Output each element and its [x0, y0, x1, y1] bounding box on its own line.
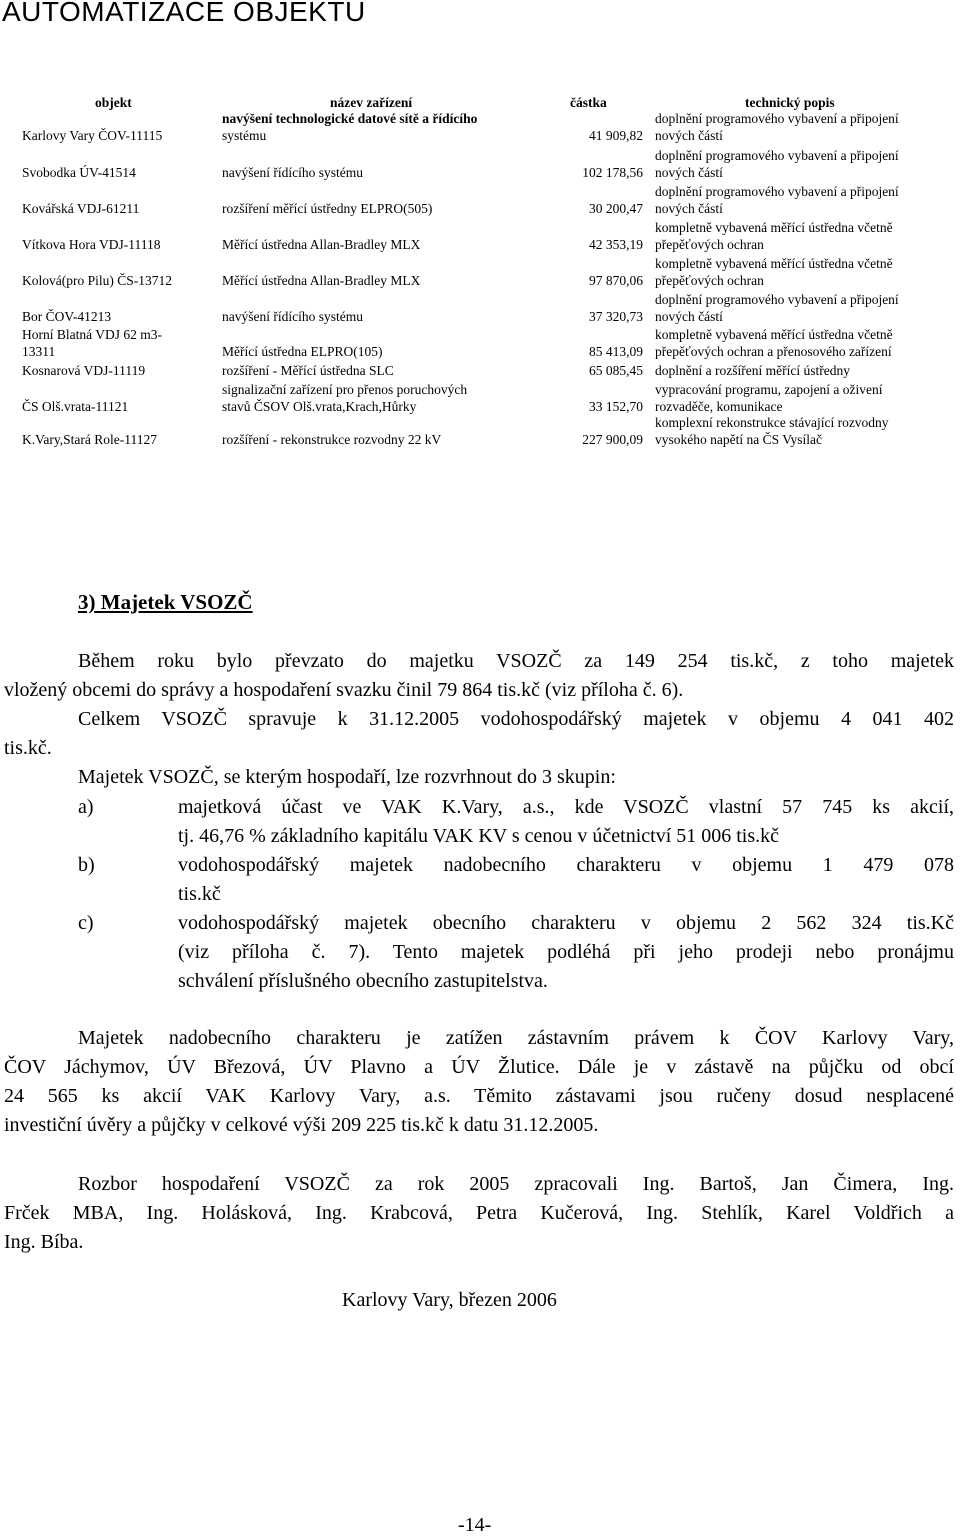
row-objekt: Kosnarová VDJ-11119	[22, 363, 146, 378]
row-popis: kompletně vybavená měřící ústředna včetně přepěťových ochran	[655, 220, 893, 252]
paragraph-line: Frček MBA, Ing. Holásková, Ing. Krabcová, Petra Kučerová, Ing. Stehlík, Karel Voldřich a	[4, 1202, 954, 1224]
list-item-line: tj. 46,76 % základního kapitálu VAK KV s cenou v účetnictví 51 006 tis.kč	[178, 825, 780, 847]
automation-table	[0, 0, 960, 470]
header-technicky-popis: technický popis	[745, 95, 835, 110]
paragraph-line: vložený obcemi do správy a hospodaření svazku činil 79 864 tis.kč (viz příloha č. 6).	[4, 679, 684, 701]
list-item-line: vodohospodářský majetek nadobecního charakteru v objemu 1 479 078	[178, 854, 954, 876]
signature-line: Karlovy Vary, březen 2006	[342, 1289, 557, 1311]
list-item-line: vodohospodářský majetek obecního charakteru v objemu 2 562 324 tis.Kč	[178, 912, 954, 934]
row-zarizeni: Měřící ústředna Allan-Bradley MLX	[222, 273, 421, 288]
row-popis: komplexní rekonstrukce stávající rozvodny vysokého napětí na ČS Vysílač	[655, 415, 889, 447]
row-popis: vypracování programu, zapojení a oživení rozvaděče, komunikace	[655, 382, 883, 414]
row-objekt: ČS Olš.vrata-11121	[22, 399, 129, 414]
row-popis: kompletně vybavená měřící ústředna včetně přepěťových ochran	[655, 256, 893, 288]
header-objekt: objekt	[95, 95, 132, 110]
paragraph-line: Majetek nadobecního charakteru je zatížen zástavním právem k ČOV Karlovy Vary,	[78, 1027, 954, 1049]
row-zarizeni: Měřící ústředna ELPRO(105)	[222, 344, 383, 359]
page-heading: AUTOMATIZACE OBJEKTU	[2, 0, 366, 27]
row-castka: 30 200,47	[589, 201, 643, 216]
row-popis: doplnění programového vybavení a připojení nových částí	[655, 148, 899, 180]
paragraph-line: Rozbor hospodaření VSOZČ za rok 2005 zpracovali Ing. Bartoš, Jan Čimera, Ing.	[78, 1173, 954, 1195]
row-objekt: Kolová(pro Pilu) ČS-13712	[22, 273, 172, 288]
row-castka: 85 413,09	[589, 344, 643, 359]
row-zarizeni: Měřící ústředna Allan-Bradley MLX	[222, 237, 421, 252]
row-zarizeni: navýšení řídícího systému	[222, 309, 363, 324]
page-number: -14-	[458, 1514, 492, 1536]
row-castka: 102 178,56	[582, 165, 643, 180]
row-objekt: Horní Blatná VDJ 62 m3- 13311	[22, 327, 162, 359]
paragraph-line: Ing. Bíba.	[4, 1231, 84, 1253]
paragraph-line: 24 565 ks akcií VAK Karlovy Vary, a.s. Těmito zástavami jsou ručeny dosud nesplacené	[4, 1085, 954, 1107]
row-zarizeni: navýšení technologické datové sítě a řídícího systému	[222, 111, 478, 143]
header-nazev-zarizeni: název zařízení	[330, 95, 413, 110]
list-item-line: majetková účast ve VAK K.Vary, a.s., kde VSOZČ vlastní 57 745 ks akcií,	[178, 796, 954, 818]
paragraph-line: Během roku bylo převzato do majetku VSOZČ za 149 254 tis.kč, z toho majetek	[78, 650, 954, 672]
paragraph-line: Majetek VSOZČ, se kterým hospodaří, lze rozvrhnout do 3 skupin:	[78, 766, 616, 788]
list-label: a)	[78, 796, 94, 818]
list-item-line: (viz příloha č. 7). Tento majetek podléhá při jeho prodeji nebo pronájmu	[178, 941, 954, 963]
row-objekt: Vítkova Hora VDJ-11118	[22, 237, 161, 252]
row-popis: doplnění programového vybavení a připojení nových částí	[655, 184, 899, 216]
row-popis: doplnění programového vybavení a připojení nových částí	[655, 111, 899, 143]
row-castka: 37 320,73	[589, 309, 643, 324]
row-objekt: Bor ČOV-41213	[22, 309, 112, 324]
row-zarizeni: signalizační zařízení pro přenos poruchových stavů ČSOV Olš.vrata,Krach,Hůrky	[222, 382, 468, 414]
list-item-line: tis.kč	[178, 883, 221, 905]
row-castka: 42 353,19	[589, 237, 643, 252]
row-objekt: K.Vary,Stará Role-11127	[22, 432, 157, 447]
row-popis: doplnění programového vybavení a připojení nových částí	[655, 292, 899, 324]
row-castka: 33 152,70	[589, 399, 643, 414]
list-label: c)	[78, 912, 94, 934]
row-zarizeni: rozšíření - rekonstrukce rozvodny 22 kV	[222, 432, 442, 447]
list-item-line: schválení příslušného obecního zastupitelstva.	[178, 970, 548, 992]
paragraph-line: ČOV Jáchymov, ÚV Březová, ÚV Plavno a ÚV Žlutice. Dále je v zástavě na půjčku od obcí	[4, 1056, 954, 1078]
section-title: 3) Majetek VSOZČ	[78, 590, 253, 614]
row-objekt: Karlovy Vary ČOV-11115	[22, 128, 163, 143]
row-objekt: Kovářská VDJ-61211	[22, 201, 140, 216]
row-zarizeni: rozšíření měřící ústředny ELPRO(505)	[222, 201, 433, 216]
paragraph-line: Celkem VSOZČ spravuje k 31.12.2005 vodohospodářský majetek v objemu 4 041 402	[78, 708, 954, 730]
paragraph-line: tis.kč.	[4, 737, 52, 759]
row-castka: 227 900,09	[582, 432, 643, 447]
row-popis: kompletně vybavená měřící ústředna včetně přepěťových ochran a přenosového zařízení	[655, 327, 893, 359]
row-objekt: Svobodka ÚV-41514	[22, 165, 136, 180]
list-label: b)	[78, 854, 95, 876]
header-castka: částka	[570, 95, 607, 110]
row-popis: doplnění a rozšíření měřící ústředny	[655, 363, 850, 378]
row-castka: 97 870,06	[589, 273, 643, 288]
row-zarizeni: rozšíření - Měřící ústředna SLC	[222, 363, 394, 378]
row-castka: 65 085,45	[589, 363, 643, 378]
row-zarizeni: navýšení řídícího systému	[222, 165, 363, 180]
paragraph-line: investiční úvěry a půjčky v celkové výši 209 225 tis.kč k datu 31.12.2005.	[4, 1114, 599, 1136]
row-castka: 41 909,82	[589, 128, 643, 143]
